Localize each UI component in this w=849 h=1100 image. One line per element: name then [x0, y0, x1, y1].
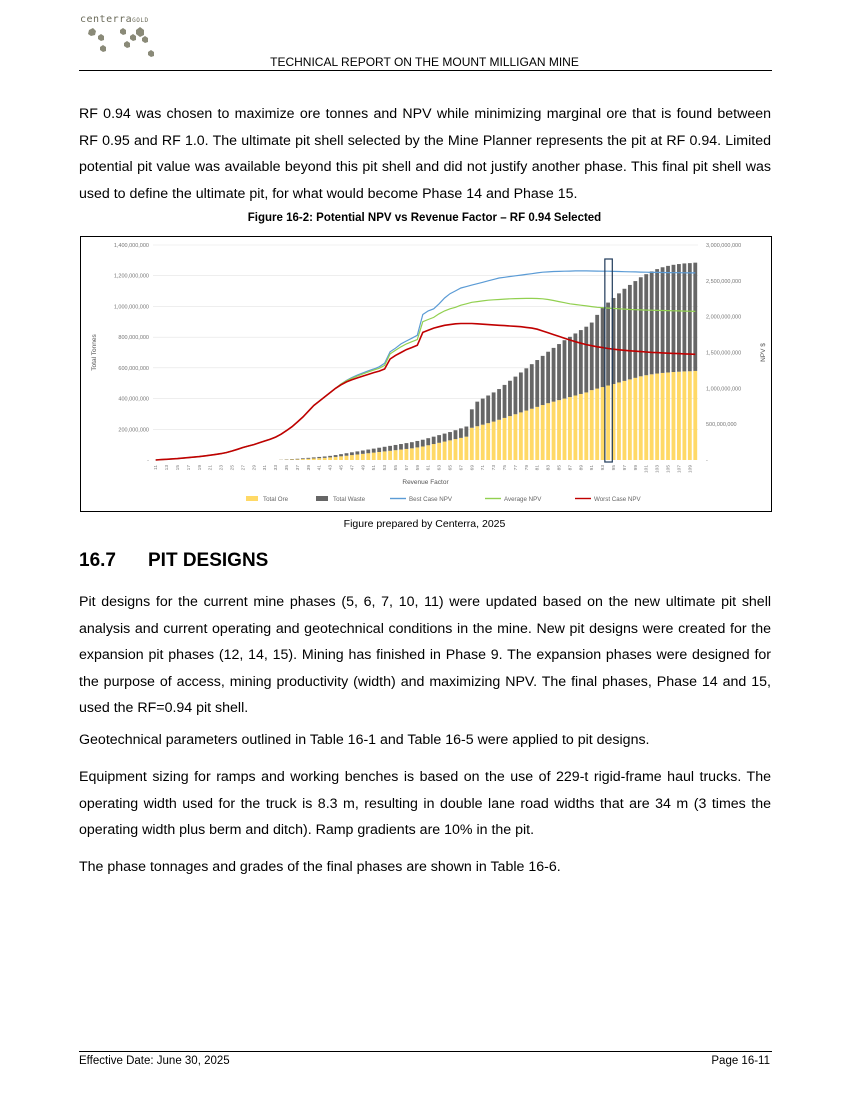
waste-bar: [405, 443, 409, 449]
chart-svg: [81, 237, 771, 511]
waste-bar: [312, 457, 316, 458]
waste-bar: [563, 340, 567, 398]
ore-bar: [524, 411, 528, 460]
section-heading: [79, 550, 268, 572]
legend-average-npv: Average NPV: [504, 496, 542, 503]
waste-bar: [394, 445, 398, 450]
x-tick-label: 83: [546, 465, 552, 471]
legend-worst-case-npv: Worst Case NPV: [594, 496, 641, 503]
paragraph-phase-tonnages: The phase tonnages and grades of the final phases are shown in Table 16-6.: [79, 859, 561, 875]
ore-bar: [519, 412, 523, 460]
ore-bar: [617, 382, 621, 460]
ore-bar: [443, 442, 447, 460]
waste-bar: [350, 452, 354, 455]
waste-bar: [399, 444, 403, 450]
ore-bar: [383, 451, 387, 460]
x-tick-label: 41: [317, 465, 323, 471]
x-tick-label: 81: [535, 465, 541, 471]
waste-bar: [606, 303, 610, 386]
waste-bar: [541, 356, 545, 405]
ore-bar: [470, 428, 474, 460]
ore-bar: [350, 455, 354, 460]
y-tick-label: 1,400,000,000: [113, 243, 149, 249]
x-tick-label: 105: [666, 465, 672, 474]
waste-bar: [306, 458, 310, 459]
waste-bar: [666, 266, 670, 373]
ore-bar: [459, 438, 463, 460]
ore-bar: [328, 457, 332, 460]
ore-bar: [590, 390, 594, 460]
footer-rule: [79, 1051, 772, 1052]
ore-bar: [312, 458, 316, 460]
waste-bar: [470, 409, 474, 427]
x-tick-label: 29: [252, 465, 258, 471]
ore-bar: [552, 402, 556, 460]
ore-bar: [535, 407, 539, 460]
waste-bar: [639, 277, 643, 376]
x-tick-label: 33: [274, 465, 280, 471]
ore-bar: [432, 444, 436, 460]
ore-bar: [361, 454, 365, 460]
x-tick-label: 91: [590, 465, 596, 471]
x-tick-label: 103: [655, 465, 661, 474]
ore-bar: [606, 386, 610, 460]
x-tick-label: 97: [622, 465, 628, 471]
ore-bar: [437, 443, 441, 460]
x-tick-label: 35: [285, 465, 291, 471]
waste-bar: [568, 337, 572, 397]
y2-tick-label: 2,000,000,000: [706, 314, 742, 321]
waste-bar: [443, 434, 447, 442]
x-tick-label: 19: [197, 465, 203, 471]
waste-bar: [432, 437, 436, 444]
waste-bar: [677, 264, 681, 372]
waste-bar: [377, 448, 381, 452]
x-tick-label: 65: [448, 465, 454, 471]
x-tick-label: 11: [154, 465, 160, 470]
ore-bar: [355, 454, 359, 460]
ore-bar: [655, 374, 659, 460]
ore-bar: [464, 437, 468, 460]
x-axis-title: Revenue Factor: [402, 479, 449, 486]
waste-bar: [339, 454, 343, 456]
waste-bar: [426, 438, 430, 445]
section-number: 16.7: [79, 550, 116, 571]
footer-effective-date: Effective Date: June 30, 2025: [79, 1055, 230, 1067]
ore-bar: [399, 450, 403, 460]
waste-bar: [661, 267, 665, 373]
y2-axis-title: NPV $: [760, 343, 767, 362]
x-tick-label: 89: [579, 465, 585, 471]
y-axis-title: Total Tonnes: [91, 334, 98, 371]
waste-bar: [361, 450, 365, 453]
waste-bar: [454, 430, 458, 439]
waste-bar: [459, 428, 463, 438]
waste-bar: [623, 289, 627, 381]
waste-bar: [366, 450, 370, 454]
paragraph-pit-designs: Pit designs for the current mine phases (5, 6, 7, 10, 11) were updated based on the new ultimate pit shell analysis and current operating and geotechnical conditions in the mine. New pit designs were created for the expansion pit phases (12, 14, 15). Mining has finished in Phase 9. The expansion phases were designed for the purpose of access, mining productivity (width) and maximizing NPV. The final phases, Phase 14 and 15, used the RF=0.94 pit shell.: [79, 594, 771, 716]
y-tick-label: 600,000,000: [118, 365, 149, 372]
ore-bar: [301, 459, 305, 460]
ore-bar: [448, 440, 452, 460]
x-tick-label: 73: [492, 465, 498, 471]
ore-bar: [557, 400, 561, 460]
waste-bar: [633, 281, 637, 378]
ore-bar: [415, 447, 419, 460]
waste-bar: [486, 396, 490, 424]
x-tick-label: 101: [644, 465, 650, 474]
x-tick-label: 61: [426, 465, 432, 471]
y2-tick-label: 500,000,000: [706, 422, 737, 429]
footer-page-number: Page 16-11: [711, 1055, 770, 1067]
y2-tick-label: 1,000,000,000: [706, 386, 742, 393]
y-tick-label: 400,000,000: [118, 396, 149, 403]
waste-bar: [296, 459, 300, 460]
waste-bar: [415, 441, 419, 447]
ore-bar: [388, 451, 392, 460]
waste-bar: [388, 446, 392, 451]
waste-bar: [492, 392, 496, 421]
waste-bar: [334, 455, 338, 457]
x-tick-label: 75: [503, 465, 509, 471]
waste-bar: [552, 348, 556, 402]
ore-bar: [563, 399, 567, 460]
ore-bar: [497, 420, 501, 460]
waste-bar: [672, 265, 676, 372]
x-tick-label: 95: [612, 465, 618, 471]
waste-bar: [437, 435, 441, 443]
waste-bar: [421, 440, 425, 447]
ore-bar: [633, 378, 637, 460]
waste-bar: [557, 344, 561, 400]
ore-bar: [666, 372, 670, 460]
y-tick-label: 1,000,000,000: [113, 304, 149, 311]
waste-bar: [546, 352, 550, 403]
waste-bar: [579, 330, 583, 394]
ore-bar: [595, 389, 599, 460]
ore-bar: [492, 422, 496, 460]
ore-bar: [454, 439, 458, 460]
x-tick-label: 13: [165, 465, 171, 471]
x-tick-label: 21: [208, 465, 214, 471]
figure-title: Figure 16-2: Potential NPV vs Revenue Factor – RF 0.94 Selected: [247, 212, 602, 224]
waste-bar: [682, 263, 686, 371]
x-tick-label: 43: [328, 465, 334, 471]
ore-bar: [306, 459, 310, 460]
ore-bar: [584, 392, 588, 460]
waste-bar: [524, 368, 528, 410]
ore-bar: [601, 387, 605, 460]
legend-total-waste: Total Waste: [333, 496, 366, 503]
x-tick-label: 99: [633, 465, 639, 471]
ore-bar: [688, 371, 692, 460]
x-tick-label: 77: [513, 465, 519, 471]
y2-tick-label: 1,500,000,000: [706, 350, 742, 357]
ore-bar: [421, 446, 425, 460]
x-tick-label: 27: [241, 465, 247, 471]
waste-bar: [372, 449, 376, 453]
waste-bar: [323, 456, 327, 457]
x-tick-label: 31: [263, 465, 269, 471]
waste-bar: [508, 381, 512, 416]
x-tick-label: 39: [306, 465, 312, 471]
section-title: PIT DESIGNS: [148, 550, 269, 571]
waste-bar: [448, 432, 452, 440]
legend-total-ore-swatch: [246, 496, 258, 501]
waste-bar: [535, 360, 539, 407]
header-rule: [79, 70, 772, 71]
waste-bar: [595, 315, 599, 389]
x-tick-label: 37: [295, 465, 301, 471]
ore-bar: [394, 450, 398, 460]
ore-bar: [623, 381, 627, 460]
waste-bar: [301, 458, 305, 459]
ore-bar: [628, 379, 632, 460]
ore-bar: [573, 396, 577, 461]
x-tick-label: 79: [524, 465, 530, 471]
y2-tick-label: 3,000,000,000: [706, 243, 742, 249]
logo-wordmark: centerraGOLD: [80, 14, 149, 25]
waste-bar: [519, 372, 523, 412]
ore-bar: [568, 397, 572, 460]
x-tick-label: 87: [568, 465, 574, 471]
ore-bar: [672, 372, 676, 460]
x-tick-label: 23: [219, 465, 225, 471]
waste-bar: [481, 399, 485, 425]
waste-bar: [584, 327, 588, 393]
paragraph-geotechnical: Geotechnical parameters outlined in Table 16-1 and Table 16-5 were applied to pit designs.: [79, 732, 650, 748]
y-tick-label: -: [147, 458, 149, 464]
y-tick-label: 1,200,000,000: [113, 273, 149, 280]
x-tick-label: 15: [176, 465, 182, 471]
ore-bar: [377, 452, 381, 460]
legend-total-waste-swatch: [316, 496, 328, 501]
x-tick-label: 67: [459, 465, 465, 471]
waste-bar: [530, 364, 534, 409]
paragraph-rf-selection: RF 0.94 was chosen to maximize ore tonnes and NPV while minimizing marginal ore that is found between RF 0.95 and RF 1.0. The ultimate pit shell selected by the Mine Planner represents the pit at RF 0.94. Limited potential pit value was available beyond this pit shell and did not justify another phase. This final pit shell was used to define the ultimate pit, for what would become Phase 14 and Phase 15.: [79, 106, 771, 202]
ore-bar: [339, 456, 343, 460]
ore-bar: [693, 371, 697, 460]
ore-bar: [296, 459, 300, 460]
waste-bar: [650, 271, 654, 374]
waste-bar: [497, 389, 501, 420]
waste-bar: [345, 453, 349, 455]
ore-bar: [372, 453, 376, 460]
ore-bar: [514, 414, 518, 460]
report-title: TECHNICAL REPORT ON THE MOUNT MILLIGAN MINE: [270, 55, 579, 69]
waste-bar: [464, 427, 468, 437]
x-tick-label: 63: [437, 465, 443, 471]
ore-bar: [650, 374, 654, 460]
waste-bar: [617, 293, 621, 382]
x-tick-label: 59: [415, 465, 421, 471]
y2-tick-label: -: [706, 458, 708, 464]
x-tick-label: 69: [470, 465, 476, 471]
npv-chart: [80, 236, 772, 512]
ore-bar: [334, 457, 338, 460]
x-tick-label: 55: [394, 465, 400, 471]
waste-bar: [590, 323, 594, 391]
waste-bar: [317, 457, 321, 458]
waste-bar: [628, 285, 632, 379]
ore-bar: [639, 376, 643, 460]
legend-best-case-npv: Best Case NPV: [409, 496, 452, 503]
x-tick-label: 107: [677, 465, 683, 474]
ore-bar: [546, 403, 550, 460]
waste-bar: [328, 456, 332, 458]
ore-bar: [579, 394, 583, 460]
ore-bar: [366, 453, 370, 460]
ore-bar: [541, 405, 545, 460]
ore-bar: [644, 375, 648, 460]
ore-bar: [345, 456, 349, 460]
y2-tick-label: 2,500,000,000: [706, 278, 742, 285]
x-tick-label: 47: [350, 465, 356, 471]
ore-bar: [503, 418, 507, 460]
x-tick-label: 45: [339, 465, 345, 471]
x-tick-label: 53: [383, 465, 389, 471]
y-tick-label: 800,000,000: [118, 335, 149, 342]
x-tick-label: 57: [404, 465, 410, 471]
ore-bar: [677, 372, 681, 460]
waste-bar: [355, 451, 359, 454]
x-tick-label: 93: [601, 465, 607, 471]
ore-bar: [426, 445, 430, 460]
waste-bar: [655, 269, 659, 373]
ore-bar: [317, 458, 321, 460]
waste-bar: [503, 385, 507, 418]
x-tick-label: 25: [230, 465, 236, 471]
ore-bar: [486, 423, 490, 460]
ore-bar: [508, 416, 512, 460]
ore-bar: [682, 371, 686, 460]
ore-bar: [405, 449, 409, 460]
paragraph-equipment-sizing: Equipment sizing for ramps and working benches is based on the use of 229-t rigid-frame haul trucks. The operating width used for the truck is 8.3 m, resulting in double lane road widths that are 34 m (3 times the operating width plus berm and ditch). Ramp gradients are 10% in the pit.: [79, 769, 771, 838]
x-tick-label: 17: [186, 465, 192, 471]
x-tick-label: 109: [688, 465, 694, 474]
waste-bar: [644, 274, 648, 375]
ore-bar: [481, 425, 485, 460]
x-tick-label: 49: [361, 465, 367, 471]
legend-total-ore: Total Ore: [263, 496, 289, 503]
y-tick-label: 200,000,000: [118, 427, 149, 434]
waste-bar: [383, 447, 387, 452]
x-tick-label: 71: [481, 465, 487, 471]
ore-bar: [410, 448, 414, 460]
waste-bar: [410, 442, 414, 448]
waste-bar: [514, 377, 518, 415]
x-tick-label: 51: [372, 465, 378, 471]
figure-caption: Figure prepared by Centerra, 2025: [343, 518, 506, 530]
ore-bar: [475, 426, 479, 460]
ore-bar: [323, 458, 327, 460]
ore-bar: [530, 409, 534, 460]
ore-bar: [661, 373, 665, 460]
waste-bar: [475, 402, 479, 427]
x-tick-label: 85: [557, 465, 563, 471]
waste-bar: [688, 263, 692, 371]
